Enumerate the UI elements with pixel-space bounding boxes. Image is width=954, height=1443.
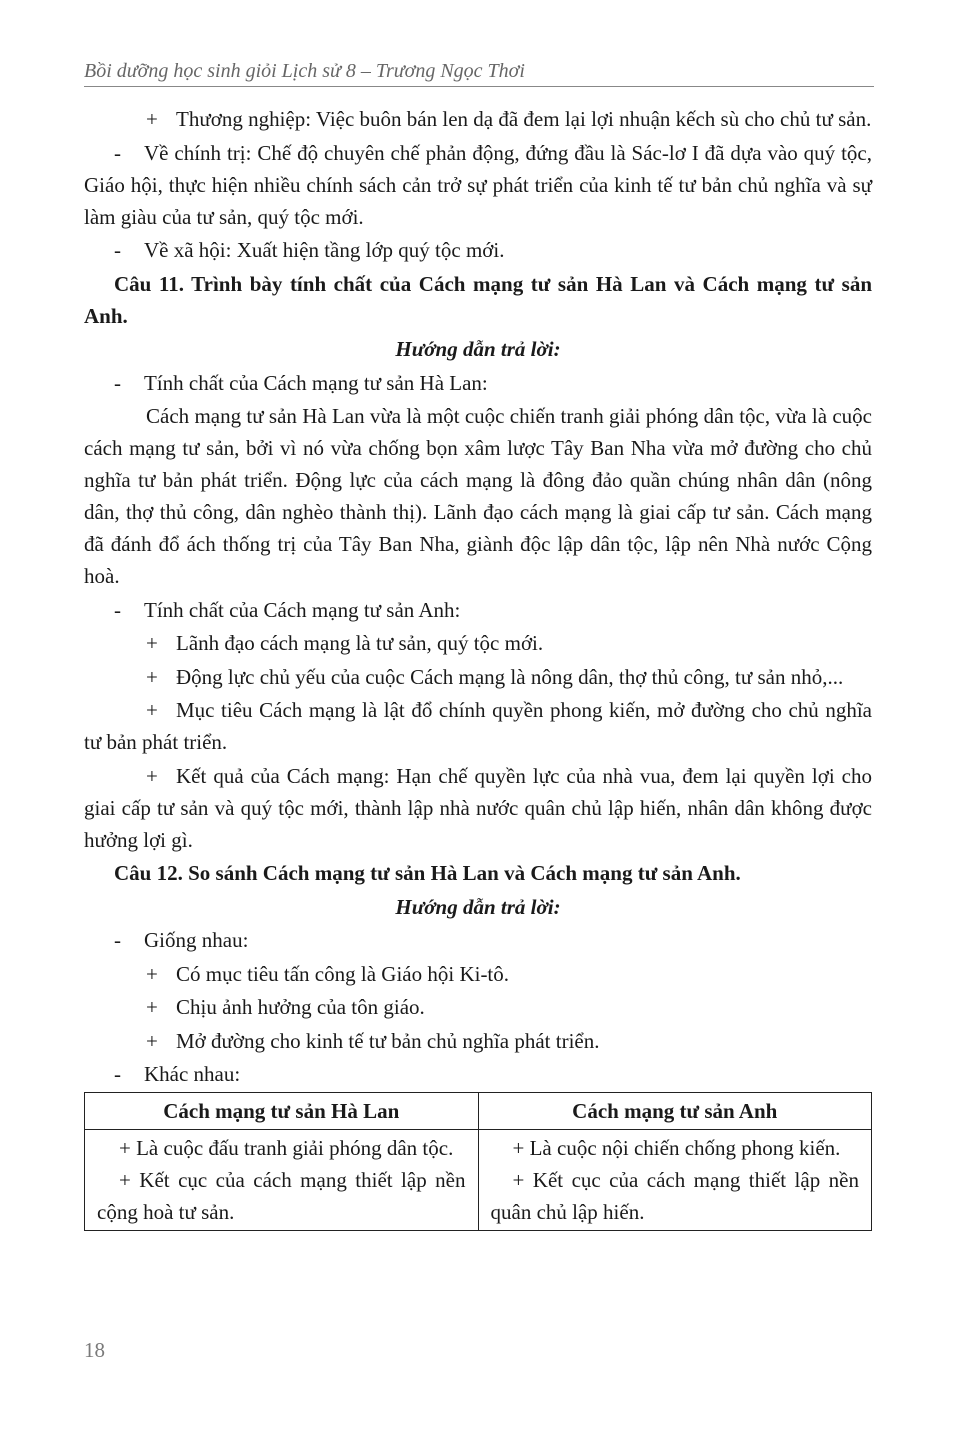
- question-12: Câu 12. So sánh Cách mạng tư sản Hà Lan và Cách mạng tư sản Anh.: [114, 861, 741, 885]
- similarity-point: [84, 991, 872, 1023]
- plus-bullet: +: [146, 664, 158, 689]
- page-content: [84, 103, 872, 1231]
- table-header-row: [85, 1093, 872, 1130]
- dash-bullet: -: [114, 140, 121, 165]
- similarity-point: [84, 1025, 872, 1057]
- netherlands-heading: [84, 367, 872, 399]
- england-point-text: Động lực chủ yếu của cuộc Cách mạng là nông dân, thợ thủ công, tư sản nhỏ,...: [176, 664, 844, 689]
- england-point-text: Mục tiêu Cách mạng là lật đổ chính quyền phong kiến, mở đường cho chủ nghĩa tư bản phát triển.: [84, 698, 872, 754]
- similarity-text: Chịu ảnh hưởng của tôn giáo.: [176, 995, 425, 1019]
- plus-bullet: +: [146, 995, 158, 1019]
- table-cell: [85, 1130, 479, 1231]
- differences-heading: [84, 1058, 872, 1090]
- commerce-text: Thương nghiệp: Việc buôn bán len dạ đã đem lại lợi nhuận kếch sù cho chủ tư sản.: [176, 107, 872, 131]
- netherlands-heading-text: Tính chất của Cách mạng tư sản Hà Lan:: [144, 370, 488, 395]
- column-header-england: Cách mạng tư sản Anh: [478, 1093, 872, 1130]
- dash-bullet: -: [114, 238, 121, 262]
- dash-bullet: -: [114, 1062, 121, 1086]
- column-header-netherlands: Cách mạng tư sản Hà Lan: [85, 1093, 479, 1130]
- society-text: Về xã hội: Xuất hiện tầng lớp quý tộc mới.: [144, 238, 505, 262]
- similarities-heading: [84, 924, 872, 956]
- plus-bullet: +: [146, 961, 158, 986]
- netherlands-body: Cách mạng tư sản Hà Lan vừa là một cuộc chiến tranh giải phóng dân tộc, vừa là cuộc cách mạng tư sản, bởi vì nó vừa chống bọn xâm lược Tây Ban Nha vừa mở đường cho chủ nghĩa tư bản phát triển. Động lực của cách mạng là đông đảo quần chúng nhân dân (nông dân, thợ thủ công, dân nghèo thành thị). Lãnh đạo cách mạng là giai cấp tư sản. Cách mạng đã đánh đổ ách thống trị của Tây Ban Nha, giành độc lập dân tộc, lập nên Nhà nước Cộng hoà.: [84, 404, 872, 588]
- england-point-text: Kết quả của Cách mạng: Hạn chế quyền lực của nhà vua, đem lại quyền lợi cho giai cấp tư sản và quý tộc mới, thành lập nhà nước quân chủ lập hiến, nhân dân không được hưởng lợi gì.: [84, 763, 872, 852]
- running-header: Bồi dưỡng học sinh giỏi Lịch sử 8 – Trương Ngọc Thơi: [84, 58, 874, 87]
- plus-bullet: +: [146, 631, 158, 655]
- answer-guide-heading: Hướng dẫn trả lời:: [395, 894, 561, 919]
- england-heading: [84, 594, 872, 626]
- cell-text: + Là cuộc nội chiến chống phong kiến.: [512, 1136, 841, 1160]
- similarity-text: Có mục tiêu tấn công là Giáo hội Ki-tô.: [176, 961, 510, 986]
- answer-guide-heading: Hướng dẫn trả lời:: [395, 337, 561, 361]
- question-11: Câu 11. Trình bày tính chất của Cách mạng tư sản Hà Lan và Cách mạng tư sản Anh.: [84, 271, 872, 328]
- differences-heading-text: Khác nhau:: [144, 1062, 241, 1086]
- similarities-heading-text: Giống nhau:: [144, 928, 249, 952]
- dash-bullet: -: [114, 928, 121, 952]
- dash-bullet: -: [114, 597, 121, 622]
- england-point-text: Lãnh đạo cách mạng là tư sản, quý tộc mới.: [176, 631, 544, 655]
- plus-bullet: +: [146, 698, 158, 722]
- england-point: [84, 627, 872, 659]
- politics-point: [84, 137, 872, 233]
- dash-bullet: -: [114, 370, 121, 395]
- society-point: [84, 234, 872, 266]
- plus-bullet: +: [146, 763, 158, 788]
- similarity-point: [84, 958, 872, 990]
- cell-text: + Là cuộc đấu tranh giải phóng dân tộc.: [119, 1136, 454, 1160]
- england-heading-text: Tính chất của Cách mạng tư sản Anh:: [144, 597, 461, 622]
- table-cell: [478, 1130, 872, 1231]
- plus-bullet: +: [146, 1028, 158, 1053]
- england-point: [84, 760, 872, 856]
- cell-text: + Kết cục của cách mạng thiết lập nền cộng hoà tư sản.: [97, 1168, 466, 1224]
- politics-text: Về chính trị: Chế độ chuyên chế phản động, đứng đầu là Sác-lơ I đã dựa vào quý tộc, Giáo hội, thực hiện nhiều chính sách cản trở sự phát triển của kinh tế tư bản chủ nghĩa và sự làm giàu của tư sản, quý tộc mới.: [84, 140, 872, 229]
- plus-bullet: +: [146, 107, 158, 131]
- comparison-table: [84, 1092, 872, 1231]
- commerce-point: [84, 103, 872, 135]
- table-row: [85, 1130, 872, 1231]
- similarity-text: Mở đường cho kinh tế tư bản chủ nghĩa phát triển.: [176, 1028, 600, 1053]
- england-point: [84, 694, 872, 758]
- cell-text: + Kết cục của cách mạng thiết lập nền quân chủ lập hiến.: [490, 1168, 859, 1224]
- page-number: 18: [84, 1338, 105, 1362]
- england-point: [84, 661, 872, 693]
